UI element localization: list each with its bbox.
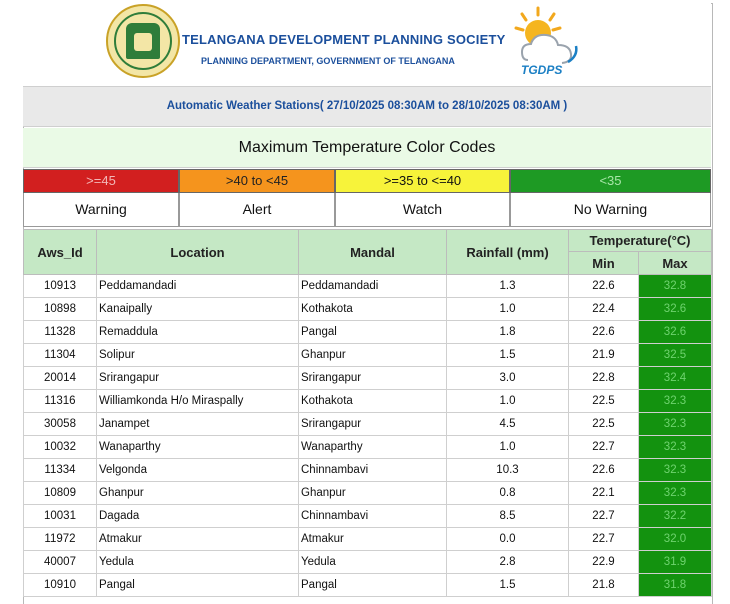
cell-rainfall: 1.0 — [447, 436, 569, 459]
org-subtitle: PLANNING DEPARTMENT, GOVERNMENT OF TELANGANA — [201, 56, 455, 66]
cell-mandal: Chinnambavi — [299, 459, 447, 482]
cell-min-temp: 22.6 — [569, 275, 639, 298]
cell-min-temp: 22.1 — [569, 482, 639, 505]
table-row — [24, 275, 712, 298]
cell-rainfall: 1.5 — [447, 574, 569, 597]
cell-max-temp: 32.5 — [639, 344, 712, 367]
report-period-text: Automatic Weather Stations( 27/10/2025 08:30AM to 28/10/2025 08:30AM ) — [166, 100, 568, 112]
tgdps-logo-text: TGDPS — [521, 63, 563, 77]
cell-aws-id: 30058 — [24, 413, 97, 436]
cell-aws-id: 10031 — [24, 505, 97, 528]
cell-min-temp: 22.7 — [569, 505, 639, 528]
legend-title-band — [23, 128, 711, 168]
cell-mandal: Chinnambavi — [299, 505, 447, 528]
cell-location: Atmakur — [97, 528, 299, 551]
cell-mandal: Kothakota — [299, 298, 447, 321]
color-code-row — [23, 169, 711, 193]
table-row — [24, 528, 712, 551]
cell-rainfall: 1.3 — [447, 275, 569, 298]
cell-location: Yedula — [97, 551, 299, 574]
cell-max-temp: 32.3 — [639, 482, 712, 505]
cell-rainfall: 0.0 — [447, 528, 569, 551]
cell-min-temp: 22.8 — [569, 367, 639, 390]
cell-aws-id: 20014 — [24, 367, 97, 390]
header-aws-id: Aws_Id — [24, 230, 97, 275]
cell-aws-id: 11316 — [24, 390, 97, 413]
cell-location: Remaddula — [97, 321, 299, 344]
cell-rainfall: 1.0 — [447, 390, 569, 413]
cell-rainfall: 2.8 — [447, 551, 569, 574]
cell-max-temp: 32.2 — [639, 505, 712, 528]
cell-max-temp: 31.9 — [639, 551, 712, 574]
table-row — [24, 344, 712, 367]
cell-aws-id: 10913 — [24, 275, 97, 298]
report-period-band — [23, 86, 711, 127]
table-row — [24, 436, 712, 459]
cell-max-temp: 32.3 — [639, 436, 712, 459]
table-row — [24, 367, 712, 390]
cell-location: Wanaparthy — [97, 436, 299, 459]
table-row — [24, 505, 712, 528]
cell-max-temp: 32.3 — [639, 459, 712, 482]
cell-aws-id: 40007 — [24, 551, 97, 574]
header-temperature: Temperature(°C) — [569, 230, 712, 252]
cell-min-temp: 22.6 — [569, 321, 639, 344]
table-body — [24, 275, 712, 597]
cell-mandal: Ghanpur — [299, 344, 447, 367]
cell-aws-id: 11328 — [24, 321, 97, 344]
cell-min-temp: 22.6 — [569, 459, 639, 482]
cell-aws-id: 10898 — [24, 298, 97, 321]
header-rainfall: Rainfall (mm) — [447, 230, 569, 275]
cell-rainfall: 1.0 — [447, 298, 569, 321]
header-location: Location — [97, 230, 299, 275]
table-row — [24, 390, 712, 413]
cell-aws-id: 11334 — [24, 459, 97, 482]
legend-label-alert: Alert — [179, 193, 335, 227]
cell-mandal: Ghanpur — [299, 482, 447, 505]
cell-max-temp: 32.6 — [639, 298, 712, 321]
cell-max-temp: 31.8 — [639, 574, 712, 597]
table-row — [24, 321, 712, 344]
table-row — [24, 413, 712, 436]
cell-min-temp: 21.8 — [569, 574, 639, 597]
cell-min-temp: 22.9 — [569, 551, 639, 574]
cell-mandal: Srirangapur — [299, 413, 447, 436]
legend-label-warning: Warning — [23, 193, 179, 227]
table-row — [24, 482, 712, 505]
cell-min-temp: 21.9 — [569, 344, 639, 367]
legend-code-warning: >=45 — [23, 169, 179, 193]
cell-aws-id: 10910 — [24, 574, 97, 597]
cell-min-temp: 22.5 — [569, 413, 639, 436]
cell-location: Velgonda — [97, 459, 299, 482]
legend-code-watch: >=35 to <=40 — [335, 169, 510, 193]
org-name: TELANGANA DEVELOPMENT PLANNING SOCIETY — [182, 32, 506, 47]
cell-location: Kanaipally — [97, 298, 299, 321]
state-seal-icon — [106, 4, 180, 78]
cell-max-temp: 32.4 — [639, 367, 712, 390]
table-row — [24, 574, 712, 597]
cell-rainfall: 8.5 — [447, 505, 569, 528]
cell-location: Janampet — [97, 413, 299, 436]
cell-max-temp: 32.6 — [639, 321, 712, 344]
legend-label-watch: Watch — [335, 193, 510, 227]
cell-mandal: Pangal — [299, 321, 447, 344]
cell-mandal: Yedula — [299, 551, 447, 574]
cell-max-temp: 32.8 — [639, 275, 712, 298]
table-row — [24, 551, 712, 574]
cell-location: Ghanpur — [97, 482, 299, 505]
legend-label-no-warning: No Warning — [510, 193, 711, 227]
cell-location: Williamkonda H/o Miraspally — [97, 390, 299, 413]
cell-mandal: Peddamandadi — [299, 275, 447, 298]
cell-aws-id: 11304 — [24, 344, 97, 367]
header-min: Min — [569, 252, 639, 275]
cell-rainfall: 1.5 — [447, 344, 569, 367]
cell-mandal: Pangal — [299, 574, 447, 597]
cell-mandal: Srirangapur — [299, 367, 447, 390]
cell-min-temp: 22.7 — [569, 436, 639, 459]
legend-title: Maximum Temperature Color Codes — [238, 139, 496, 156]
cell-min-temp: 22.5 — [569, 390, 639, 413]
cell-min-temp: 22.4 — [569, 298, 639, 321]
cell-max-temp: 32.3 — [639, 413, 712, 436]
cell-location: Pangal — [97, 574, 299, 597]
legend-code-no-warning: <35 — [510, 169, 711, 193]
cell-mandal: Kothakota — [299, 390, 447, 413]
cell-max-temp: 32.3 — [639, 390, 712, 413]
cell-location: Srirangapur — [97, 367, 299, 390]
cell-rainfall: 1.8 — [447, 321, 569, 344]
cell-max-temp: 32.0 — [639, 528, 712, 551]
cell-mandal: Wanaparthy — [299, 436, 447, 459]
cell-mandal: Atmakur — [299, 528, 447, 551]
legend-code-alert: >40 to <45 — [179, 169, 335, 193]
header-max: Max — [639, 252, 712, 275]
weather-table — [23, 229, 712, 597]
table-row — [24, 459, 712, 482]
cell-location: Peddamandadi — [97, 275, 299, 298]
cell-location: Solipur — [97, 344, 299, 367]
cell-rainfall: 4.5 — [447, 413, 569, 436]
cell-rainfall: 0.8 — [447, 482, 569, 505]
cell-aws-id: 11972 — [24, 528, 97, 551]
cell-min-temp: 22.7 — [569, 528, 639, 551]
color-label-row — [23, 193, 711, 227]
cell-aws-id: 10809 — [24, 482, 97, 505]
header-mandal: Mandal — [299, 230, 447, 275]
cell-location: Dagada — [97, 505, 299, 528]
table-row — [24, 298, 712, 321]
cell-rainfall: 3.0 — [447, 367, 569, 390]
cell-rainfall: 10.3 — [447, 459, 569, 482]
cell-aws-id: 10032 — [24, 436, 97, 459]
